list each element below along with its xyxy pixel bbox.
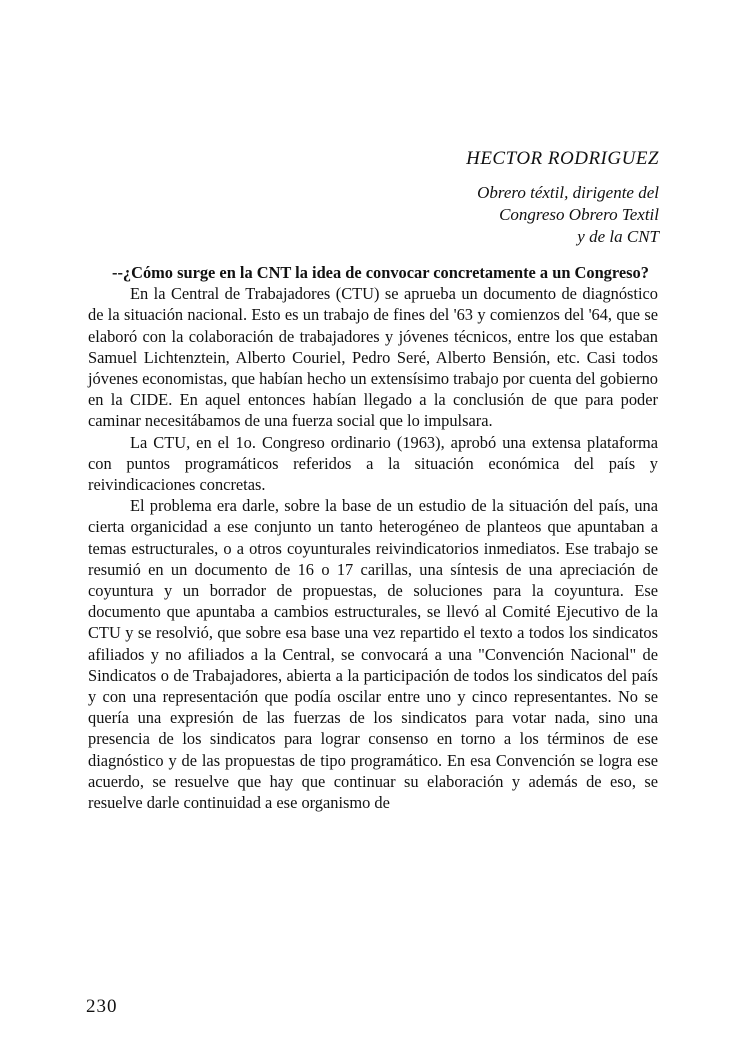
author-header bbox=[466, 146, 659, 248]
interview-body bbox=[88, 262, 658, 813]
author-name: HECTOR RODRIGUEZ bbox=[466, 148, 659, 169]
answer-paragraph: El problema era darle, sobre la base de un estudio de la situación del país, una cierta organicidad a ese conjunto un tanto heterogéneo de planteos que apuntaban a temas estructurales, o a otros coyunturales reivindicatorios inmediatos. Ese trabajo se resumió en un documento de 16 o 17 carillas, una síntesis de una apreciación de coyuntura y un borrador de propuestas, de soluciones para la coyuntura. Ese documento que apuntaba a cambios estructurales, se llevó al Comité Ejecutivo de la CTU y se resolvió, que sobre esa base una vez repartido el texto a todos los sindicatos afiliados y no afiliados a la Central, se convocará a una "Convención Nacional" de Sindicatos o de Trabajadores, abierta a la participación de todos los sindicatos del país y con una representación que podía oscilar entre uno y cinco representantes. No se quería una expresión de las fuerzas de los sindicatos para votar nada, sino una presencia de los sindicatos para lograr consenso en torno a los términos de ese diagnóstico y de las propuestas de tipo programático. En esa Convención se logra ese acuerdo, se resuelve que hay que continuar su elaboración y además de eso, se resuelve darle continuidad a ese organismo de bbox=[88, 496, 658, 813]
interview-question: --¿Cómo surge en la CNT la idea de convocar concretamente a un Congreso? bbox=[112, 263, 649, 282]
author-role-line: Obrero téxtil, dirigente del bbox=[477, 183, 659, 202]
author-role-line: y de la CNT bbox=[577, 227, 659, 246]
answer-paragraph: En la Central de Trabajadores (CTU) se aprueba un documento de diagnóstico de la situación nacional. Esto es un trabajo de fines del '63 y comienzos del '64, que se elaboró con la colaboración de trabajadores y jóvenes técnicos, entre los que estaban Samuel Lichtenztein, Alberto Couriel, Pedro Seré, Alberto Bensión, etc. Casi todos jóvenes economistas, que habían hecho un extensísimo trabajo por cuenta del gobierno en la CIDE. En aquel entonces habían llegado a la conclusión de que para poder caminar necesitábamos de una fuerza social que lo impulsara. bbox=[88, 284, 658, 431]
author-role-line: Congreso Obrero Textil bbox=[499, 205, 659, 224]
page-number: 230 bbox=[86, 996, 118, 1017]
answer-paragraph: La CTU, en el 1o. Congreso ordinario (1963), aprobó una extensa plataforma con puntos programáticos referidos a la situación económica del país y reivindicaciones concretas. bbox=[88, 432, 658, 495]
